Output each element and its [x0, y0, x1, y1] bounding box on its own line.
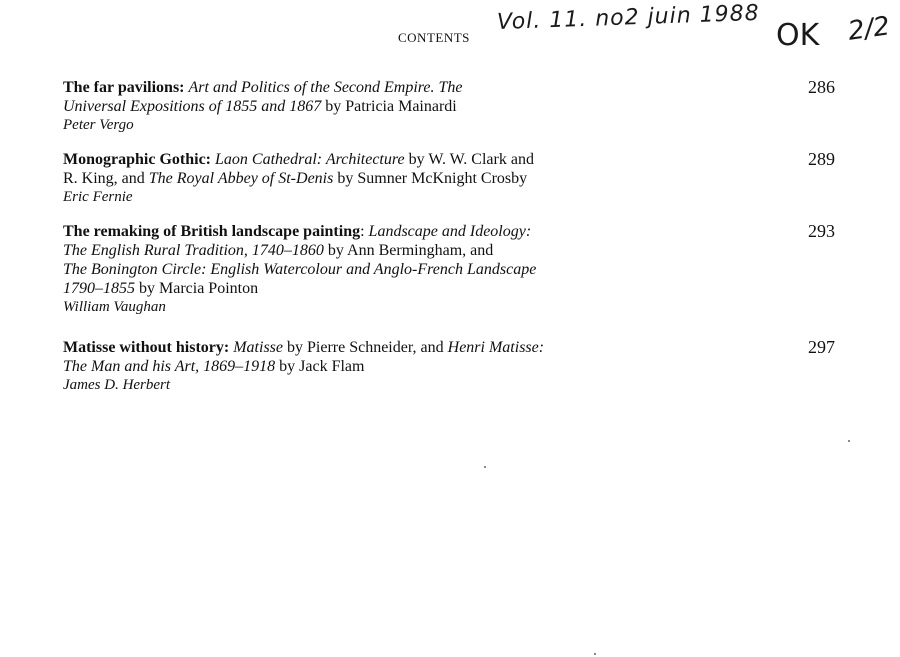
entry-italic-text: 1790–1855 — [63, 280, 135, 297]
entry-italic-text: The Royal Abbey of St-Denis — [148, 170, 334, 187]
entry-text: by Ann Bermingham, and — [323, 242, 494, 259]
entry-page-number: 293 — [808, 221, 835, 241]
entry-italic-text: Laon Cathedral: Architecture — [215, 151, 405, 168]
entry-line — [63, 279, 853, 298]
entry-title: Matisse without history: — [63, 339, 230, 356]
entry-italic-text: The English Rural Tradition, 1740–1860 — [63, 242, 324, 259]
entry-line — [63, 338, 853, 357]
entry-line — [63, 97, 853, 116]
contents-entry[interactable] — [63, 150, 853, 207]
entry-reviewer: James D. Herbert — [63, 377, 171, 393]
entry-line — [63, 169, 853, 188]
entry-line — [63, 260, 853, 279]
entry-italic-text: The Bonington Circle: English Watercolour and Anglo-French Landscape — [63, 261, 537, 278]
contents-heading: CONTENTS — [398, 30, 470, 45]
entry-text: by Pierre Schneider, and — [283, 339, 448, 356]
entry-page-number: 289 — [808, 149, 835, 169]
entry-italic-text: Henri Matisse: — [447, 339, 545, 356]
entry-italic-text: Universal Expositions of 1855 and 1867 — [63, 98, 322, 115]
entry-line — [63, 222, 853, 241]
entry-title: Monographic Gothic: — [63, 151, 211, 168]
entry-text: : — [360, 223, 369, 240]
scan-speck — [484, 466, 486, 468]
handwritten-issue-note: Vol. 11. no2 juin 1988 — [496, 0, 761, 35]
contents-entry[interactable] — [63, 338, 853, 395]
entry-text: R. King, and — [63, 170, 149, 187]
scan-speck — [848, 440, 850, 442]
entry-line — [63, 150, 853, 169]
contents-entry[interactable] — [63, 222, 853, 317]
entry-page-number: 297 — [808, 337, 835, 357]
handwritten-fraction-note: 2/2 — [846, 11, 892, 47]
entry-text: by Jack Flam — [275, 358, 365, 375]
entry-italic-text: Matisse — [233, 339, 283, 356]
entry-text: by Marcia Pointon — [135, 280, 259, 297]
entry-reviewer: Peter Vergo — [63, 117, 134, 133]
entry-line — [63, 78, 853, 97]
entry-italic-text: The Man and his Art, 1869–1918 — [63, 358, 276, 375]
entry-reviewer: William Vaughan — [63, 299, 166, 315]
entry-line — [63, 241, 853, 260]
entry-line — [63, 357, 853, 376]
entry-page-number: 286 — [808, 77, 835, 97]
entry-title: The remaking of British landscape painting — [63, 223, 361, 240]
entry-text: by Patricia Mainardi — [321, 98, 457, 115]
contents-entry[interactable] — [63, 78, 853, 135]
entry-reviewer: Eric Fernie — [63, 189, 133, 205]
entry-text: by Sumner McKnight Crosby — [333, 170, 528, 187]
entry-italic-text: Art and Politics of the Second Empire. The — [188, 79, 463, 96]
entry-text: by W. W. Clark and — [404, 151, 534, 168]
entry-italic-text: Landscape and Ideology: — [368, 223, 532, 240]
scan-speck — [594, 653, 596, 655]
entry-title: The far pavilions: — [63, 79, 185, 96]
handwritten-ok-note: OK — [776, 18, 820, 53]
